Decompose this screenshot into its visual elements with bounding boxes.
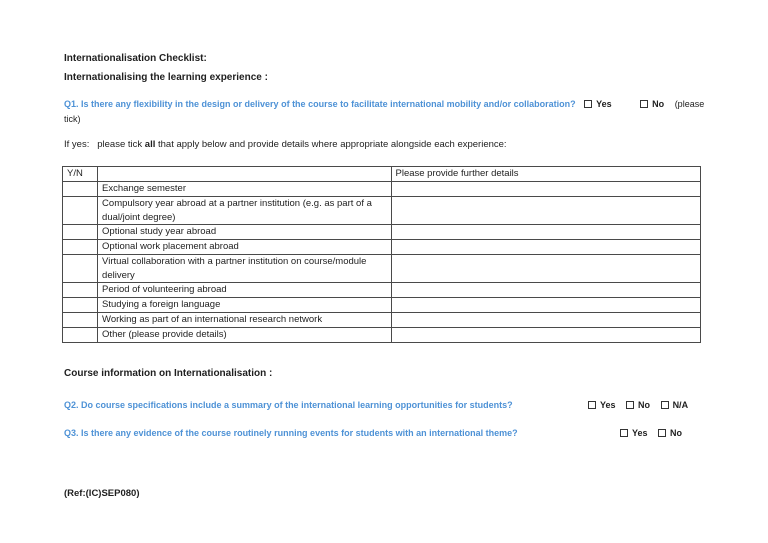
table-header-row (63, 167, 701, 182)
details-cell[interactable] (391, 283, 701, 298)
activity-cell: Exchange semester (98, 182, 391, 197)
q1-no-checkbox-icon[interactable] (640, 100, 648, 108)
q2-na-option[interactable] (661, 400, 689, 410)
yn-cell[interactable] (63, 225, 98, 240)
q1-yes-option[interactable] (584, 99, 612, 109)
document-heading-block (64, 49, 268, 87)
q2-yes-label: Yes (600, 400, 616, 410)
details-cell[interactable] (391, 182, 701, 197)
yn-cell[interactable] (63, 283, 98, 298)
q1-suffix-line1: (please (674, 99, 705, 109)
q3-question-text: Q3. Is there any evidence of the course routinely running events for students with an international theme? (64, 428, 518, 438)
q2-yes-option[interactable] (588, 400, 616, 410)
q1-yes-label: Yes (596, 99, 612, 109)
q1-no-label: No (652, 99, 665, 109)
activity-cell: Virtual collaboration with a partner institution on course/module delivery (98, 255, 391, 283)
yn-cell[interactable] (63, 328, 98, 343)
q1-no-option[interactable] (640, 99, 664, 109)
yn-cell[interactable] (63, 197, 98, 225)
q3-yes-label: Yes (632, 428, 648, 438)
q2-no-option[interactable] (626, 400, 650, 410)
question-3 (0, 428, 768, 444)
header-cell-details: Please provide further details (391, 167, 701, 182)
table-row (63, 225, 701, 240)
activity-cell: Studying a foreign language (98, 298, 391, 313)
q3-no-option[interactable] (658, 428, 682, 438)
q3-yes-checkbox-icon[interactable] (620, 429, 628, 437)
activity-cell: Working as part of an international research network (98, 313, 391, 328)
yn-cell[interactable] (63, 182, 98, 197)
activity-cell: Compulsory year abroad at a partner institution (e.g. as part of a dual/joint degree) (98, 197, 391, 225)
yn-cell[interactable] (63, 313, 98, 328)
table-row (63, 255, 701, 283)
question-2 (0, 400, 768, 416)
table-row (63, 240, 701, 255)
q2-no-checkbox-icon[interactable] (626, 401, 634, 409)
table-row (63, 328, 701, 343)
yn-cell[interactable] (63, 255, 98, 283)
header-cell-yn: Y/N (63, 167, 98, 182)
yn-cell[interactable] (63, 240, 98, 255)
q2-no-label: No (638, 400, 651, 410)
question-1 (64, 97, 744, 127)
details-cell[interactable] (391, 298, 701, 313)
table-row (63, 197, 701, 225)
q3-options (620, 428, 690, 438)
details-cell[interactable] (391, 255, 701, 283)
experience-checklist-table (62, 166, 701, 343)
if-yes-prefix: If yes: please tick (64, 139, 145, 150)
q3-no-label: No (670, 428, 683, 438)
q1-question-text: Q1. Is there any flexibility in the design or delivery of the course to facilitate international mobility and/or collaboration? (64, 99, 576, 109)
q2-na-checkbox-icon[interactable] (661, 401, 669, 409)
yn-cell[interactable] (63, 298, 98, 313)
details-cell[interactable] (391, 328, 701, 343)
if-yes-instruction (64, 139, 507, 150)
if-yes-suffix: that apply below and provide details where appropriate alongside each experience: (155, 139, 507, 150)
q3-no-checkbox-icon[interactable] (658, 429, 666, 437)
table-row (63, 182, 701, 197)
section-title-course-information: Course information on Internationalisation : (64, 368, 273, 379)
q3-yes-option[interactable] (620, 428, 648, 438)
activity-cell: Optional study year abroad (98, 225, 391, 240)
page-subtitle: Internationalising the learning experience : (64, 72, 268, 83)
reference-code: (Ref:(IC)SEP080) (64, 488, 140, 499)
activity-cell: Optional work placement abroad (98, 240, 391, 255)
table-row (63, 283, 701, 298)
q2-question-text: Q2. Do course specifications include a summary of the international learning opportunities for students? (64, 400, 513, 410)
q1-suffix-line2: tick) (64, 114, 81, 124)
details-cell[interactable] (391, 225, 701, 240)
if-yes-bold-word: all (144, 139, 156, 150)
header-cell-activity (98, 167, 391, 182)
q2-na-label: N/A (672, 400, 689, 410)
details-cell[interactable] (391, 313, 701, 328)
activity-cell: Other (please provide details) (98, 328, 391, 343)
activity-cell: Period of volunteering abroad (98, 283, 391, 298)
q2-yes-checkbox-icon[interactable] (588, 401, 596, 409)
q2-options (588, 400, 696, 410)
table-row (63, 298, 701, 313)
page-title: Internationalisation Checklist: (64, 53, 207, 64)
details-cell[interactable] (391, 240, 701, 255)
details-cell[interactable] (391, 197, 701, 225)
table-row (63, 313, 701, 328)
q1-yes-checkbox-icon[interactable] (584, 100, 592, 108)
